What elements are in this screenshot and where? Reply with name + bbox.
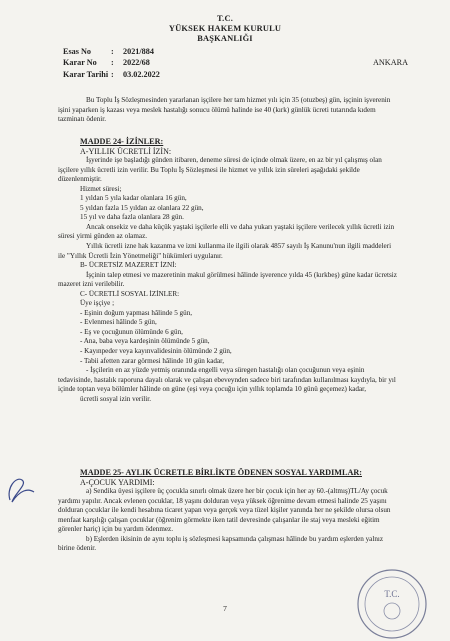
article-24-title: MADDE 24- İZİNLER:: [80, 137, 164, 146]
city: ANKARA: [372, 58, 408, 67]
section-a-paragraph: İşyerinde işe başladığı günden itibaren, deneme süresi de içinde olmak üzere, en az bir yıl çalışmış olan işçilere yıllık ücretli izin verilir. Bu Toplu İş Sözleşmesi ile hizmet ve yıllık izin süreleri aşağıdaki şekilde düzenlenmiştir.: [58, 156, 382, 184]
list-item: - Eş ve çocuğunun ölümünde 6 gün,: [80, 327, 183, 336]
section-a-paragraph: a) Sendika üyesi işçilere üç çocukla sınırlı olmak üzere her bir çocuk için her ay 60.-(altmış)TL/Ay çocuk yardımı yapılır. Ancak evlenen çocuklar, 18 yaşını dolduran veya yüksek öğrenime devam etmesi halinde 25 yaşını dolduran çocuklar ile kendi hesabına ticaret yapan veya gerçek veya tüzel kişiler yanında her ne şekilde olursa olsun menfaat karşılığı çalışan çocuklar (öğrenim görmekte iken tatil devresinde çalışanlar ile staj veya mesleki eğitim görenler hariç) için bu yardım ödenmez.: [58, 487, 391, 534]
section-b-title: B- ÜCRETSİZ MAZERET İZNİ:: [80, 261, 177, 270]
header-dept: BAŞKANLIĞI: [197, 34, 253, 43]
list-item: - Tabii afetten zarar görmesi hâlinde 10 gün kadar,: [80, 356, 225, 365]
case-meta: Esas No : 2021/884 Karar No : 2022/68 Karar Tarihi : 03.02.2022: [63, 47, 160, 79]
article-25-title: MADDE 25- AYLIK ÜCRETLE BİRLİKTE ÖDENEN SOSYAL YARDIMLAR:: [80, 468, 362, 477]
list-item: - Ana, baba veya kardeşinin ölümünde 5 gün,: [80, 337, 210, 346]
list-item: - Kayınpeder veya kayınvalidesinin ölümünde 2 gün,: [80, 347, 232, 356]
intro-paragraph: Bu Toplu İş Sözleşmesinden yararlanan işçilere her tam hizmet yılı için 35 (otuzbeş) gün, işçinin işverenin işini yaparken iş kazası veya meslek hastalığı sonucu ölümü halinde ise 40 (kırk) günlük ücreti tutarında kıdem tazminatı ödenir.: [58, 96, 391, 124]
header-org: YÜKSEK HAKEM KURULU: [168, 24, 282, 33]
list-item: - Eşinin doğum yapması hâlinde 5 gün,: [80, 308, 193, 317]
section-b-paragraph: İşçinin talep etmesi ve mazeretinin makul görülmesi hâlinde işverence yılda 45 (kırkbeş) güne kadar ücretsiz mazeret izni verilebilir.: [58, 270, 397, 289]
list-item: ücretli sosyal izin verilir.: [80, 394, 151, 403]
header-tc: T.C.: [217, 14, 233, 23]
service-line: 1 yıldan 5 yıla kadar olanlara 16 gün,: [80, 194, 187, 203]
section-c-intro: Üye işçiye ;: [80, 299, 115, 308]
karar-value: 2022/68: [123, 58, 150, 68]
service-line: 15 yıl ve daha fazla olanlara 28 gün.: [80, 213, 184, 222]
list-item: - Evlenmesi hâlinde 5 gün,: [80, 318, 157, 327]
page-number: 7: [223, 604, 227, 613]
section-a-paragraph: Ancak onsekiz ve daha küçük yaştaki işçilerle elli ve daha yukarı yaştaki işçilere verilecek yıllık ücretli izin süresi yirmi günden az olamaz.: [58, 222, 395, 241]
section-a-title: A-ÇOCUK YARDIMI:: [80, 477, 155, 487]
service-heading: Hizmet süresi;: [80, 184, 122, 193]
list-item: - İşçilerin en az yüzde yetmiş oranında engelli veya süregen hastalığı olan çocuğunun veya eşinin tedavisinde, hastalık raporuna dayalı olarak ve çalışan ebeveynden sadece biri tarafından kullanılması kaydıyla, bir yıl içinde toptan veya bölümler hâlinde on güne (eşi veya çocuğu için yıllık toplamda 10 günü geçemez) kadar,: [58, 366, 396, 394]
tarih-label: Karar Tarihi: [63, 69, 109, 79]
stamp-text: T.C.: [384, 589, 400, 599]
article-25: [58, 468, 398, 554]
section-a-paragraph: b) Eşlerden ikisinin de aynı toplu iş sözleşmesi kapsamında çalışması hâlinde bu yardım eşlerden yalnız birine ödenir.: [58, 534, 384, 553]
karar-label: Karar No: [63, 58, 97, 68]
section-a-title: A-YILLIK ÜCRETLİ İZİN:: [80, 146, 172, 156]
service-line: 5 yıldan fazla 15 yıldan az olanlara 22 gün,: [80, 203, 204, 212]
esas-value: 2021/884: [123, 47, 154, 56]
tarih-value: 03.02.2022: [123, 69, 160, 79]
article-24: [58, 137, 398, 404]
signature-mark: [2, 470, 42, 510]
section-a-paragraph: Yıllık ücretli izne hak kazanma ve izni kullanma ile ilgili olarak 4857 sayılı İş Kanunu'nun ilgili maddeleri ile "Yıllık Ücretli İzin Yönetmeliği" hükümleri uygulanır.: [58, 242, 392, 260]
official-stamp: [355, 567, 429, 641]
esas-label: Esas No: [63, 47, 91, 56]
section-c-title: C- ÜCRETLİ SOSYAL İZİNLER:: [80, 289, 180, 298]
